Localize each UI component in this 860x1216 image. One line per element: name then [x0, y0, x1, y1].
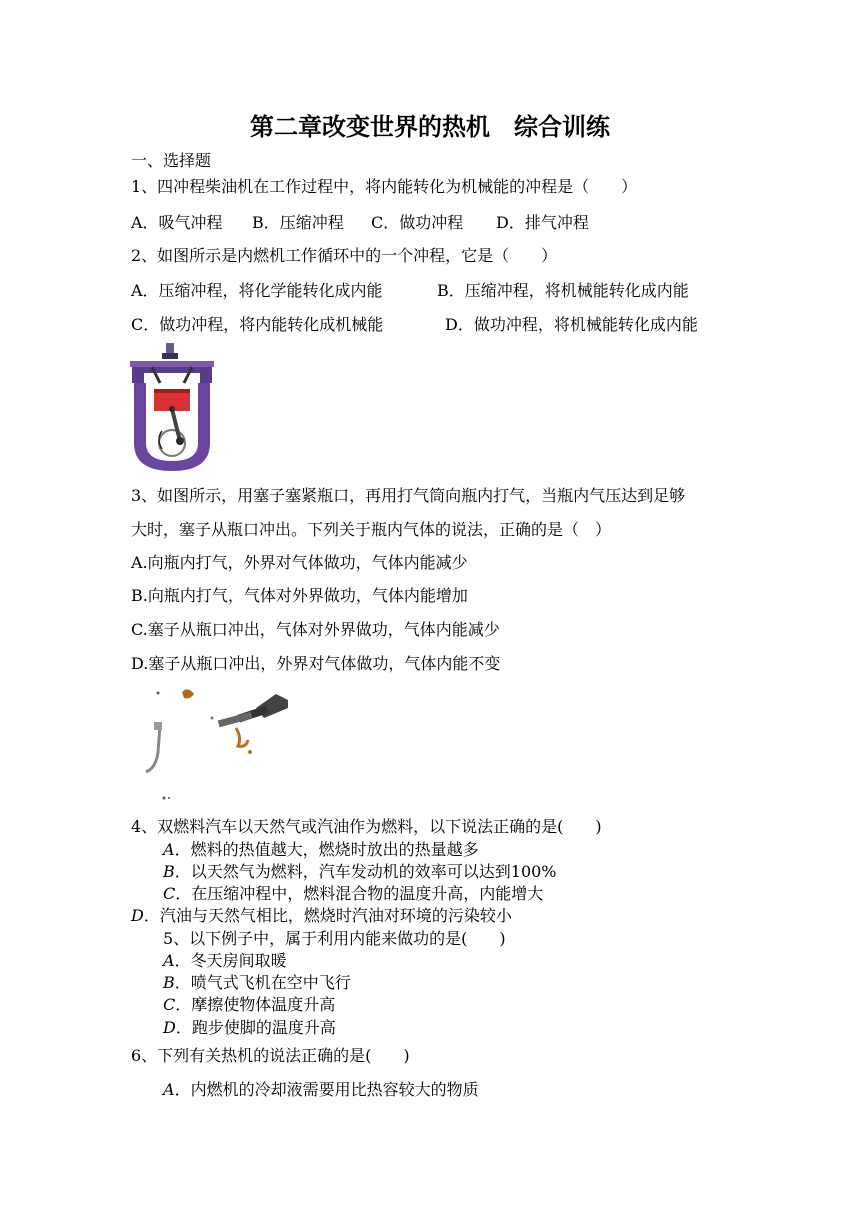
bottle-pump-diagram	[138, 686, 290, 802]
q6-option-a	[163, 1080, 479, 1100]
q5-option-b-text: ．喷气式飞机在空中飞行	[174, 973, 351, 992]
stopper	[182, 689, 194, 698]
engine-cylinder-diagram	[130, 343, 214, 473]
q2-option-d: D．做功冲程，将机械能转化成内能	[445, 315, 698, 334]
q2-option-a: A．压缩冲程，将化学能转化成内能	[131, 281, 383, 300]
q5-option-a-label: A	[163, 951, 175, 970]
q2-stem: 2、如图所示是内燃机工作循环中的一个冲程，它是（ ）	[131, 246, 558, 265]
q5-option-a	[163, 951, 287, 971]
q4-option-a-text: ．燃料的热值越大，燃烧时放出的热量越多	[174, 840, 479, 859]
q5-option-d	[163, 1018, 336, 1038]
q1-option-b: B．压缩冲程	[252, 213, 344, 232]
q4-option-b-label: B	[163, 862, 175, 881]
q4-option-c-text: ．在压缩冲程中，燃料混合物的温度升高，内能增大	[175, 884, 544, 903]
q1-option-d: D．排气冲程	[496, 213, 589, 232]
q4-option-d	[131, 906, 512, 926]
q2-option-b: B．压缩冲程，将机械能转化成内能	[437, 281, 689, 300]
q3-stem-line1: 3、如图所示，用塞子塞紧瓶口，再用打气筒向瓶内打气，当瓶内气压达到足够	[131, 486, 686, 505]
q5-option-a-text: ．冬天房间取暖	[174, 951, 287, 970]
q6-option-a-text: ．内燃机的冷却液需要用比热容较大的物质	[174, 1080, 479, 1099]
q4-option-b-text: ．以天然气为燃料，汽车发动机的效率可以达到100%	[174, 862, 557, 881]
q3-option-d: D.塞子从瓶口冲出，外界对气体做功，气体内能不变	[131, 654, 501, 673]
tube	[146, 726, 160, 772]
q4-option-c	[163, 884, 543, 904]
q5-option-d-text: ．跑步使脚的温度升高	[175, 1018, 336, 1037]
q3-option-c: C.塞子从瓶口冲出，气体对外界做功，气体内能减少	[131, 620, 500, 639]
q6-stem: 6、下列有关热机的说法正确的是( )	[131, 1046, 410, 1065]
section-heading: 一、选择题	[131, 151, 212, 170]
q6-option-a-label: A	[163, 1080, 175, 1099]
q5-option-d-label: D	[163, 1018, 176, 1037]
q5-option-c	[163, 995, 335, 1015]
q1-stem: 1、四冲程柴油机在工作过程中，将内能转化为机械能的冲程是（ ）	[131, 177, 638, 196]
q5-option-b	[163, 973, 351, 993]
q3-option-a: A.向瓶内打气，外界对气体做功，气体内能减少	[131, 553, 468, 572]
q5-stem: 5、以下例子中，属于利用内能来做功的是( )	[163, 929, 506, 948]
q5-option-c-label: C	[163, 995, 176, 1014]
q1-option-a: A．吸气冲程	[131, 213, 223, 232]
q4-option-d-label: D	[131, 906, 144, 925]
q4-option-c-label: C	[163, 884, 176, 903]
q4-stem: 4、双燃料汽车以天然气或汽油作为燃料，以下说法正确的是( )	[131, 817, 602, 836]
q3-stem-line2: 大时，塞子从瓶口冲出。下列关于瓶内气体的说法，正确的是（ ）	[131, 520, 612, 539]
q4-option-a-label: A	[163, 840, 175, 859]
q5-option-c-text: ．摩擦使物体温度升高	[175, 995, 336, 1014]
q5-option-b-label: B	[163, 973, 175, 992]
q4-option-b	[163, 862, 557, 882]
q1-option-c: C．做功冲程	[371, 213, 464, 232]
q4-option-a	[163, 840, 479, 860]
q3-option-b: B.向瓶内打气，气体对外界做功，气体内能增加	[131, 586, 468, 605]
page-title: 第二章改变世界的热机 综合训练	[250, 112, 610, 141]
q4-option-d-text: ．汽油与天然气相比，燃烧时汽油对环境的污染较小	[143, 906, 512, 925]
q2-option-c: C．做功冲程，将内能转化成机械能	[131, 315, 384, 334]
